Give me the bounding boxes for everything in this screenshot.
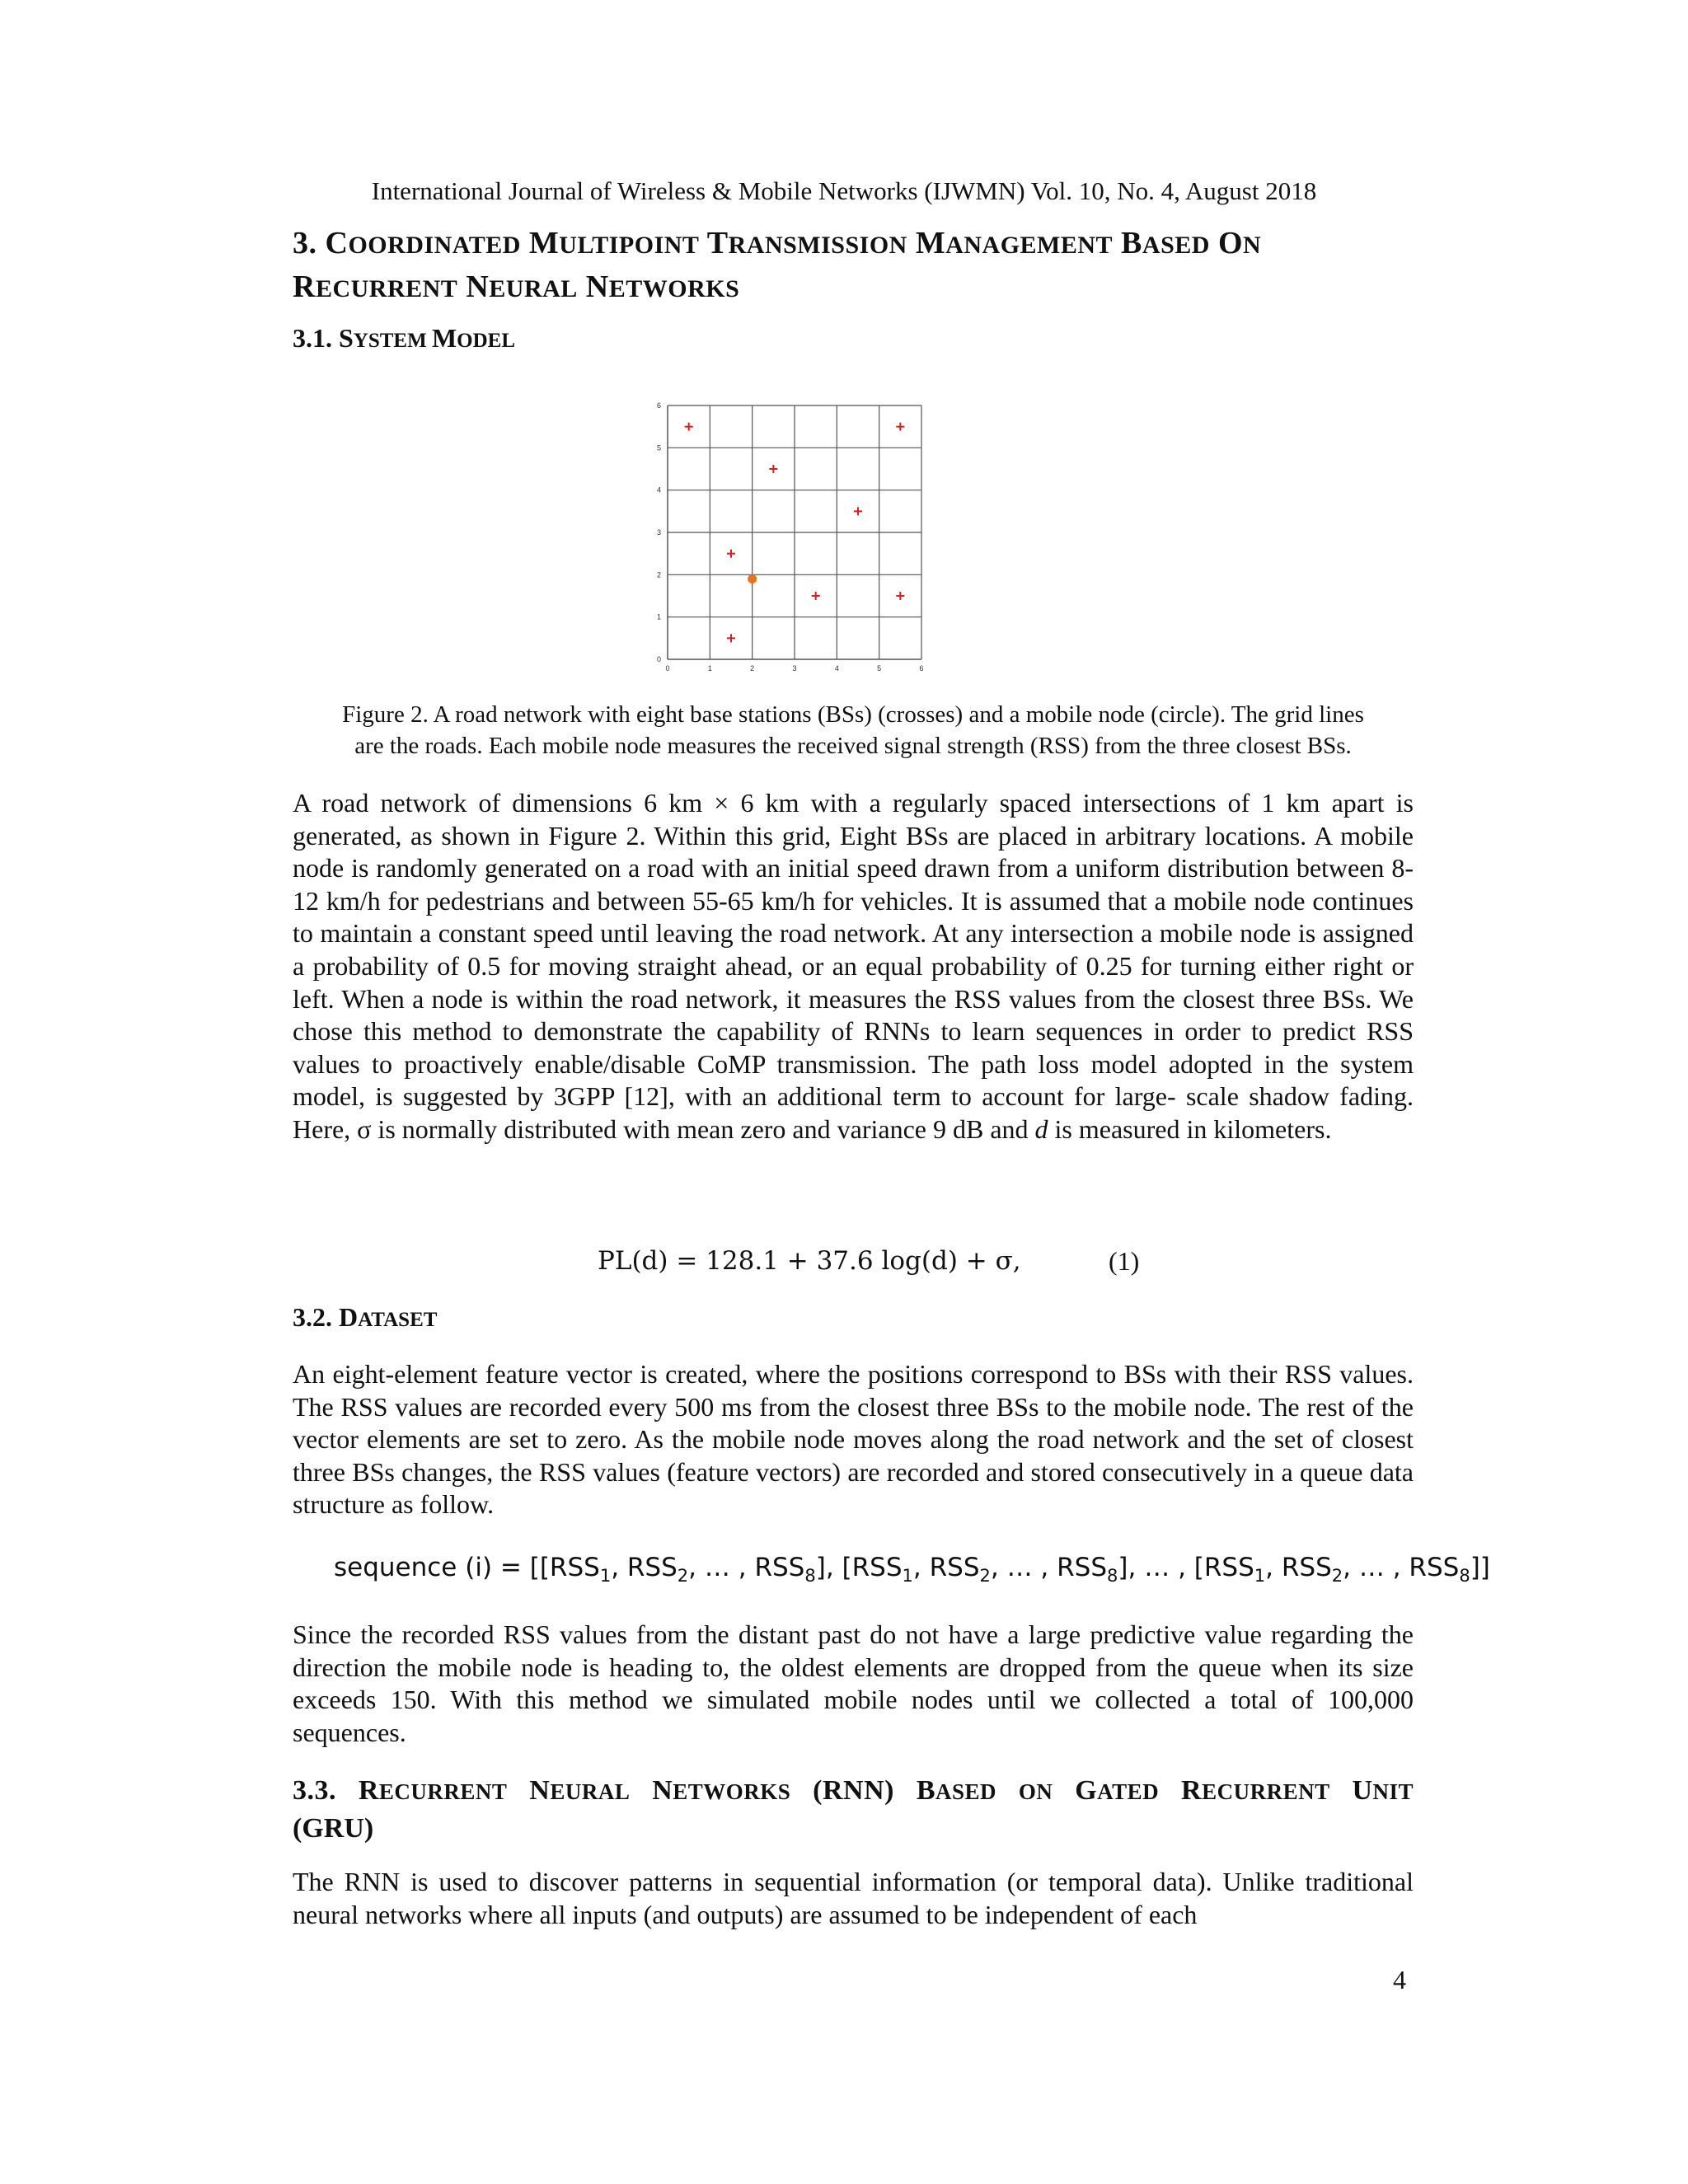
base-station-marker: [896, 592, 904, 600]
x-tick-label: 1: [707, 664, 712, 673]
section-title-word: NEURAL: [466, 269, 578, 304]
y-tick-label: 5: [656, 443, 661, 452]
section-title-word: NETWORKS: [585, 269, 740, 304]
subsection-number: 3.3.: [293, 1775, 359, 1806]
subsection-title-word: ON: [1018, 1779, 1053, 1804]
figure-caption-line-2: are the roads. Each mobile node measures the received signal strength (RSS) from the three closest BSs.: [354, 733, 1352, 759]
figure-caption: [293, 699, 1414, 762]
path-loss-equation: PL(d) = 128.1 + 37.6 log(d) + σ,: [598, 1246, 1021, 1276]
section-title-word: RECURRENT: [293, 269, 458, 304]
subsection-cap: S: [339, 323, 354, 353]
subsection-title-word: UNIT: [1352, 1775, 1414, 1806]
section-title-word: BASED: [1121, 226, 1210, 260]
subsection-title-system-model: [293, 320, 1414, 359]
sequence-term: , RSS: [611, 1553, 678, 1582]
mobile-node-marker: [748, 574, 757, 583]
y-tick-label: 3: [656, 528, 661, 537]
x-tick-label: 4: [834, 664, 839, 673]
sequence-term: , … , RSS: [688, 1553, 805, 1582]
x-tick-label: 2: [750, 664, 755, 673]
x-tick-label: 3: [792, 664, 797, 673]
page-number: 4: [1393, 1965, 1406, 1994]
base-station-marker: [896, 423, 904, 431]
base-station-marker: [812, 592, 820, 600]
base-station-marker: [685, 423, 693, 431]
road-network-chart: [643, 381, 1063, 677]
subsection-title-word: BASED: [916, 1775, 997, 1806]
y-tick-label: 4: [656, 485, 661, 494]
y-tick-label: 0: [656, 655, 661, 663]
subsection-smallcaps: YSTEM: [353, 330, 432, 352]
sequence-subscript: 1: [902, 1566, 913, 1586]
subsection-title-word: RECURRENT: [1181, 1775, 1330, 1806]
base-station-marker: [727, 550, 735, 558]
base-station-marker: [769, 465, 777, 473]
base-station-marker: [854, 507, 862, 515]
subsection-title-rnn-line-2: (GRU): [293, 1813, 374, 1844]
subsection-title-rnn: [293, 1772, 1414, 1811]
subsection-number: 3.2.: [293, 1302, 339, 1332]
sequence-subscript: 8: [1107, 1566, 1118, 1586]
sequence-subscript: 2: [979, 1566, 991, 1586]
sequence-term: ]]: [1470, 1553, 1490, 1582]
sequence-term: , RSS: [1265, 1553, 1332, 1582]
sequence-term: ], [RSS: [815, 1553, 903, 1582]
sequence-term: , … , RSS: [1343, 1553, 1460, 1582]
paragraph-queue: Since the recorded RSS values from the distant past do not have a large predictive value regarding the direction the mobile node is heading to, the oldest elements are dropped from the queue when its size exceeds 150. With this method we simulated mobile nodes until we collected a total of 100,000 sequences.: [293, 1619, 1414, 1747]
sequence-subscript: 1: [1254, 1566, 1266, 1586]
sequence-term: ], … , [RSS: [1118, 1553, 1254, 1582]
x-tick-label: 5: [877, 664, 882, 673]
y-tick-label: 2: [656, 570, 661, 579]
section-title-word: ON: [1217, 226, 1262, 260]
section-title-word: TRANSMISSION: [706, 226, 907, 260]
y-tick-label: 1: [656, 612, 661, 621]
paragraph-text: A road network of dimensions 6 km × 6 km with a regularly spaced intersections of 1 km apart is generated, as shown in Figure 2. Within this grid, Eight BSs are placed in arbitrary locations. A mobile node is randomly generated on a road with an initial speed drawn from a uniform distribution between 8-12 km/h for pedestrians and between 55-65 km/h for vehicles. It is assumed that a mobile node continues to maintain a constant speed until leaving the road network. At any intersection a mobile node is assigned a probability of 0.5 for moving straight ahead, or an equal probability of 0.25 for turning either right or left. When a node is within the road network, it measures the RSS values from the closest three BSs. We chose this method to demonstrate the capability of RNNs to learn sequences in order to predict RSS values to proactively enable/disable CoMP transmission. The path loss model adopted in the system model, is suggested by 3GPP [12], with an additional term to account for large- scale shadow fading. Here, σ is normally distributed with mean zero and variance 9 dB and: [293, 788, 1414, 1144]
subsection-number: 3.1.: [293, 323, 339, 353]
sequence-term: , … , RSS: [990, 1553, 1108, 1582]
sequence-term: , RSS: [912, 1553, 980, 1582]
subsection-smallcaps: ATASET: [358, 1309, 438, 1331]
variable-d: d: [1034, 1113, 1048, 1144]
section-title-word: MULTIPOINT: [528, 226, 700, 260]
subsection-title-dataset: [293, 1299, 437, 1338]
subsection-title-word: NEURAL: [529, 1775, 631, 1806]
paragraph-dataset: An eight-element feature vector is created, where the positions correspond to BSs with their RSS values. The RSS values are recorded every 500 ms from the closest three BSs to the mobile node. The rest of the vector elements are set to zero. As the mobile node moves along the road network and the set of closest three BSs changes, the RSS values (feature vectors) are recorded and stored consecutively in a queue data structure as follow.: [293, 1359, 1414, 1520]
subsection-title-word: NETWORKS: [652, 1775, 791, 1806]
paragraph-text-end: is measured in kilometers.: [1048, 1113, 1332, 1144]
sequence-subscript: 2: [677, 1566, 689, 1586]
running-header: International Journal of Wireless & Mobile Networks (IJWMN) Vol. 10, No. 4, August 2018: [371, 176, 1317, 205]
sequence-subscript: 8: [1459, 1566, 1470, 1586]
y-tick-label: 6: [656, 401, 661, 410]
equation-number: (1): [1109, 1246, 1140, 1276]
x-tick-label: 0: [665, 664, 670, 673]
paragraph-system-model: [293, 787, 1414, 1146]
sequence-subscript: 2: [1331, 1566, 1343, 1586]
sequence-subscript: 8: [804, 1566, 816, 1586]
subsection-title-word: RECURRENT: [358, 1775, 508, 1806]
subsection-smallcaps: ODEL: [457, 330, 516, 352]
subsection-title-word: (RNN): [813, 1775, 894, 1806]
section-title: [293, 223, 1414, 310]
subsection-title-word: GATED: [1075, 1775, 1160, 1806]
subsection-cap: M: [431, 323, 457, 353]
subsection-cap: D: [339, 1302, 359, 1332]
sequence-equation: [334, 1551, 1490, 1592]
road-network-figure: [643, 381, 1063, 677]
section-number: 3.: [293, 226, 326, 260]
x-tick-label: 6: [919, 664, 924, 673]
section-title-word: MANAGEMENT: [915, 226, 1114, 260]
section-title-word: COORDINATED: [325, 226, 521, 260]
sequence-subscript: 1: [599, 1566, 612, 1586]
figure-caption-line-1: Figure 2. A road network with eight base stations (BSs) (crosses) and a mobile node (circle). The grid lines: [342, 701, 1364, 728]
base-station-marker: [727, 634, 735, 642]
sequence-lhs: sequence (i) = [[RSS: [334, 1553, 600, 1582]
paragraph-rnn: The RNN is used to discover patterns in sequential information (or temporal data). Unlike traditional neural networks where all inputs (and outputs) are assumed to be independent of each: [293, 1867, 1414, 1929]
